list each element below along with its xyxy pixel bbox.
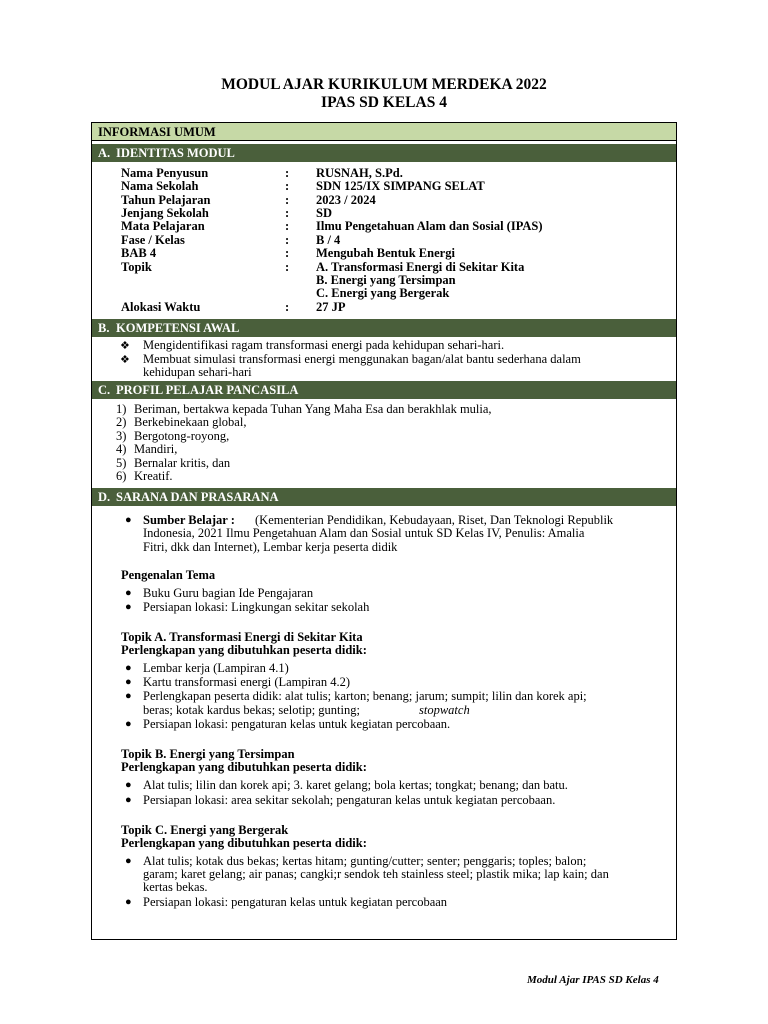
topik-a-perlengkapan-label: Perlengkapan yang dibutuhkan peserta didik: xyxy=(121,643,367,657)
bullet-icon: ● xyxy=(125,676,132,688)
topik-c-item-cont: kertas bekas. xyxy=(143,880,208,894)
bullet-icon: ● xyxy=(125,855,132,867)
identitas-colon: : xyxy=(285,300,290,314)
sumber-belajar-text: (Kementerian Pendidikan, Kebudayaan, Riset, Dan Teknologi Republik xyxy=(255,513,614,527)
profil-item: Mandiri, xyxy=(134,442,178,457)
identitas-colon: : xyxy=(285,206,290,220)
topik-a-item: Kartu transformasi energi (Lampiran 4.2) xyxy=(143,675,350,689)
section-c-title: PROFIL PELAJAR PANCASILA xyxy=(116,383,299,397)
bullet-icon: ● xyxy=(125,587,132,599)
pengenalan-item: Buku Guru bagian Ide Pengajaran xyxy=(143,586,314,600)
diamond-bullet-icon: ❖ xyxy=(120,354,130,366)
identitas-label: Nama Penyusun xyxy=(121,166,209,180)
pengenalan-tema-title: Pengenalan Tema xyxy=(121,568,216,582)
section-d-title: SARANA DAN PRASARANA xyxy=(116,490,279,504)
profil-number: 3) xyxy=(116,428,127,443)
identitas-label: Alokasi Waktu xyxy=(121,300,201,314)
profil-item: Kreatif. xyxy=(134,469,173,483)
topik-c-item-cont: garam; karet gelang; air panas; cangki;r sendok teh stainless steel; plastik mika; lap kain; dan xyxy=(143,867,609,881)
topik-b-title: Topik B. Energi yang Tersimpan xyxy=(121,747,295,761)
topik-a-item-cont: beras; kotak kardus bekas; selotip; gunting; xyxy=(143,703,360,717)
kompetensi-item: Mengidentifikasi ragam transformasi energi pada kehidupan sehari-hari. xyxy=(143,338,505,352)
bullet-icon: ● xyxy=(125,794,132,806)
profil-number: 4) xyxy=(116,442,127,457)
topik-c-title: Topik C. Energi yang Bergerak xyxy=(121,823,289,837)
topik-a-item: Persiapan lokasi: pengaturan kelas untuk kegiatan percobaan. xyxy=(143,717,451,731)
bullet-icon: ● xyxy=(125,718,132,730)
identitas-label: Topik xyxy=(121,260,152,274)
identitas-value: C. Energi yang Bergerak xyxy=(316,286,450,300)
section-b-title: KOMPETENSI AWAL xyxy=(116,321,240,335)
identitas-label: Fase / Kelas xyxy=(121,233,185,247)
info-umum-header: INFORMASI UMUM xyxy=(92,123,676,141)
topik-c-item: Alat tulis; kotak dus bekas; kertas hitam; gunting/cutter; senter; penggaris; toples; balon; xyxy=(143,854,587,868)
section-a-title: IDENTITAS MODUL xyxy=(116,146,235,160)
profil-number: 6) xyxy=(116,469,127,483)
topik-a-item: Perlengkapan peserta didik: alat tulis; karton; benang; jarum; sumpit; lilin dan korek api; xyxy=(143,689,587,703)
identitas-label: Jenjang Sekolah xyxy=(121,206,209,220)
identitas-label: Mata Pelajaran xyxy=(121,219,205,233)
identitas-value: Mengubah Bentuk Energi xyxy=(316,246,455,260)
identitas-value: RUSNAH, S.Pd. xyxy=(316,166,403,180)
kompetensi-item-cont: kehidupan sehari-hari xyxy=(143,365,252,379)
identitas-value: 27 JP xyxy=(316,300,346,314)
identitas-colon: : xyxy=(285,166,290,180)
section-a-letter: A. xyxy=(98,146,111,160)
bullet-icon: ● xyxy=(125,662,132,674)
identitas-value: A. Transformasi Energi di Sekitar Kita xyxy=(316,260,525,274)
topik-a-item-italic: stopwatch xyxy=(419,703,470,717)
identitas-label: Nama Sekolah xyxy=(121,179,199,193)
bullet-icon: ● xyxy=(125,690,132,702)
bullet-icon: ● xyxy=(125,514,132,526)
document-subtitle: IPAS SD KELAS 4 xyxy=(321,94,447,111)
section-c-letter: C. xyxy=(98,383,111,397)
identitas-label: Tahun Pelajaran xyxy=(121,193,211,207)
pengenalan-item: Persiapan lokasi: Lingkungan sekitar sekolah xyxy=(143,600,370,614)
sumber-belajar-text: Indonesia, 2021 Ilmu Pengetahuan Alam dan Sosial untuk SD Kelas IV, Penulis: Amalia xyxy=(143,526,585,540)
identitas-value: 2023 / 2024 xyxy=(316,193,376,207)
identitas-colon: : xyxy=(285,246,290,260)
document-title: MODUL AJAR KURIKULUM MERDEKA 2022 xyxy=(221,76,547,93)
section-b-header xyxy=(92,319,676,337)
topik-a-item: Lembar kerja (Lampiran 4.1) xyxy=(143,661,289,675)
topik-c-item: Persiapan lokasi: pengaturan kelas untuk kegiatan percobaan xyxy=(143,895,448,909)
diamond-bullet-icon: ❖ xyxy=(120,340,130,352)
topik-c-perlengkapan-label: Perlengkapan yang dibutuhkan peserta didik: xyxy=(121,836,367,850)
profil-number: 5) xyxy=(116,455,127,470)
bullet-icon: ● xyxy=(125,601,132,613)
sumber-belajar-text: Fitri, dkk dan Internet), Lembar kerja peserta didik xyxy=(143,540,398,554)
profil-item: Beriman, bertakwa kepada Tuhan Yang Maha Esa dan berakhlak mulia, xyxy=(134,402,492,416)
identitas-colon: : xyxy=(285,260,290,274)
module-info-box xyxy=(91,122,677,940)
topik-b-perlengkapan-label: Perlengkapan yang dibutuhkan peserta didik: xyxy=(121,760,367,774)
kompetensi-item: Membuat simulasi transformasi energi menggunakan bagan/alat bantu sederhana dalam xyxy=(143,352,581,366)
identitas-colon: : xyxy=(285,233,290,247)
topik-b-item: Persiapan lokasi: area sekitar sekolah; pengaturan kelas untuk kegiatan percobaan. xyxy=(143,793,556,807)
identitas-value: SD xyxy=(316,206,332,220)
identitas-value: Ilmu Pengetahuan Alam dan Sosial (IPAS) xyxy=(316,219,543,233)
topik-a-title: Topik A. Transformasi Energi di Sekitar Kita xyxy=(121,630,363,644)
section-d-letter: D. xyxy=(98,490,111,504)
section-b-letter: B. xyxy=(98,321,110,335)
identitas-colon: : xyxy=(285,193,290,207)
identitas-value: SDN 125/IX SIMPANG SELAT xyxy=(316,179,485,193)
identitas-label: BAB 4 xyxy=(121,246,157,260)
bullet-icon: ● xyxy=(125,779,132,791)
section-a-header xyxy=(92,144,676,162)
identitas-value: B / 4 xyxy=(316,233,341,247)
profil-number: 2) xyxy=(116,415,127,430)
section-d-header xyxy=(92,488,676,506)
page-footer: Modul Ajar IPAS SD Kelas 4 xyxy=(527,974,659,986)
section-c-header xyxy=(92,381,676,399)
identitas-value: B. Energi yang Tersimpan xyxy=(316,273,456,287)
profil-item: Bergotong-royong, xyxy=(134,428,230,443)
bullet-icon: ● xyxy=(125,896,132,908)
identitas-colon: : xyxy=(285,179,290,193)
profil-item: Berkebinekaan global, xyxy=(134,415,247,430)
identitas-colon: : xyxy=(285,219,290,233)
topik-b-item: Alat tulis; lilin dan korek api; 3. karet gelang; bola kertas; tongkat; benang; dan batu. xyxy=(143,778,568,792)
profil-number: 1) xyxy=(116,402,127,416)
sumber-belajar-label: Sumber Belajar : xyxy=(143,513,235,527)
profil-item: Bernalar kritis, dan xyxy=(134,455,231,470)
